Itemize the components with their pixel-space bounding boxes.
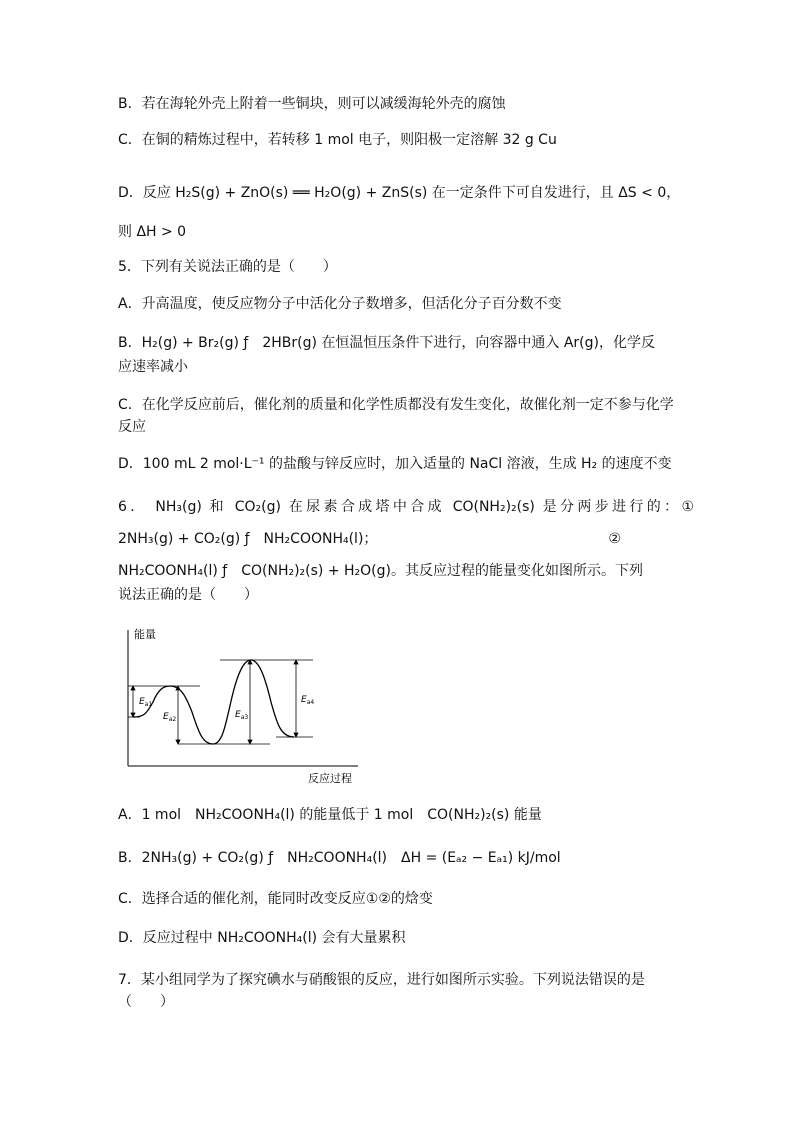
option-b-q6: B．2NH₃(g) + CO₂(g) ƒ NH₂COONH₄(l) ΔH = (Eₐ₂ − Eₐ₁) kJ/mol <box>118 850 561 866</box>
option-c-q4: C．在铜的精炼过程中，若转移 1 mol 电子，则阳极一定溶解 32 g Cu <box>118 132 557 148</box>
question-7-stem-line2: （ ） <box>118 994 174 1010</box>
option-c-q6: C．选择合适的催化剂，能同时改变反应①②的焓变 <box>118 891 433 907</box>
option-d-q6: D．反应过程中 NH₂COONH₄(l) 会有大量累积 <box>118 930 406 946</box>
reference-lines <box>128 660 313 744</box>
option-a-q5: A．升高温度，使反应物分子中活化分子数增多，但活化分子百分数不变 <box>118 296 562 312</box>
option-d-q4-line1: D．反应 H₂S(g) + ZnO(s) ══ H₂O(g) + ZnS(s) 在一定条件下可自发进行，且 ΔS < 0， <box>118 185 681 201</box>
question-6-stem-line1: 6． NH₃(g) 和 CO₂(g) 在尿素合成塔中合成 CO(NH₂)₂(s) 是分两步进行的：① <box>118 499 694 515</box>
question-5-stem: 5．下列有关说法正确的是（ ） <box>118 259 337 275</box>
question-7-stem-line1: 7．某小组同学为了探究碘水与硝酸银的反应，进行如图所示实验。下列说法错误的是 <box>118 972 645 988</box>
energy-profile-diagram <box>118 622 368 787</box>
y-axis-label: 能量 <box>134 628 156 641</box>
option-b-q5-line1: B．H₂(g) + Br₂(g) ƒ 2HBr(g) 在恒温恒压条件下进行，向容器中通入 Ar(g)，化学反 <box>118 335 655 351</box>
question-6-stem-line3: NH₂COONH₄(l) ƒ CO(NH₂)₂(s) + H₂O(g)。其反应过程的能量变化如图所示。下列 <box>118 563 643 579</box>
energy-curve <box>133 660 294 744</box>
ea3-label: $E_{a3}$ <box>235 710 249 721</box>
ea1-label: $E_{a1}$ <box>139 697 153 708</box>
option-d-q4-line2: 则 ΔH > 0 <box>118 224 187 240</box>
x-axis-label: 反应过程 <box>308 772 352 785</box>
option-b-q5-line2: 应速率减小 <box>118 359 188 375</box>
option-b-q4: B．若在海轮外壳上附着一些铜块，则可以减缓海轮外壳的腐蚀 <box>118 96 506 112</box>
energy-arrows <box>131 660 298 744</box>
option-c-q5-line1: C．在化学反应前后，催化剂的质量和化学性质都没有发生变化，故催化剂一定不参与化学 <box>118 397 674 413</box>
option-d-q5: D．100 mL 2 mol·L⁻¹ 的盐酸与锌反应时，加入适量的 NaCl 溶液，生成 H₂ 的速度不变 <box>118 456 672 472</box>
option-c-q5-line2: 反应 <box>118 419 146 435</box>
ea2-label: $E_{a2}$ <box>163 712 177 723</box>
ea4-label: $E_{a4}$ <box>301 695 315 706</box>
question-6-stem-line4: 说法正确的是（ ） <box>118 587 258 603</box>
question-6-stem-line2: 2NH₃(g) + CO₂(g) ƒ NH₂COONH₄(l)； ② <box>118 531 621 547</box>
option-a-q6: A．1 mol NH₂COONH₄(l) 的能量低于 1 mol CO(NH₂)₂(s) 能量 <box>118 807 542 823</box>
